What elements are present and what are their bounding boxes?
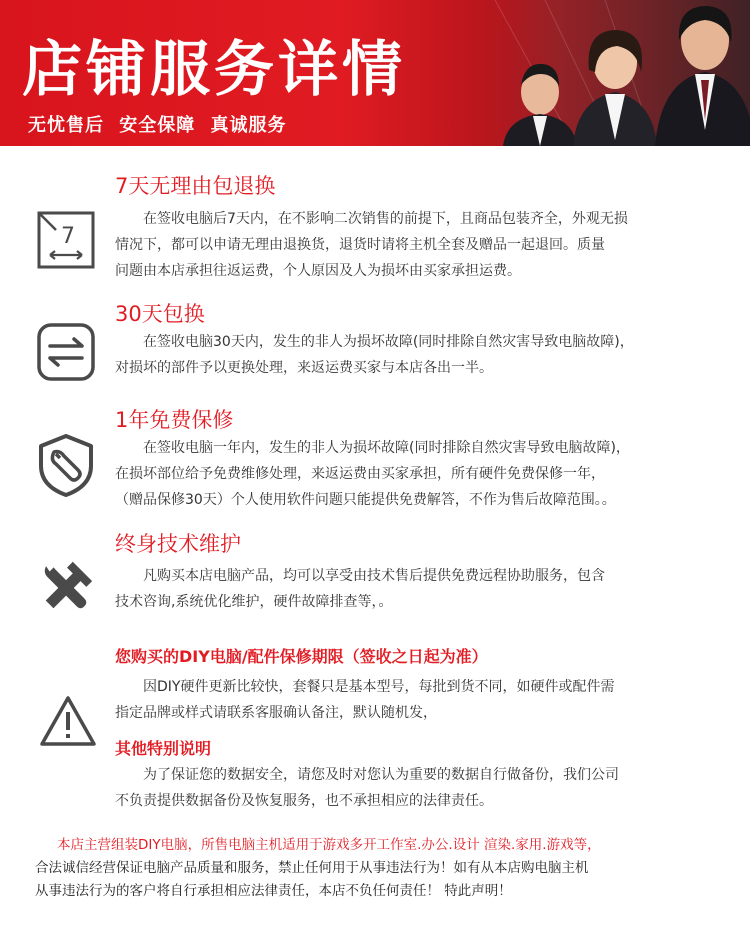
body-line: 情况下，都可以申请无理由退换货，退货时请将主机全套及赠品一起退回。质量 <box>115 237 605 253</box>
business-people-photo <box>455 0 750 146</box>
body-line: 因DIY硬件更新比较快，套餐只是基本型号，每批到货不同，如硬件或配件需 <box>143 679 615 695</box>
section-body-lifetime-support <box>115 563 715 615</box>
body-line: 指定品牌或样式请联系客服确认备注，默认随机发， <box>115 705 437 721</box>
footer-disclaimer <box>35 834 725 903</box>
section-body-30-day-exchange <box>115 329 715 381</box>
body-line: 在签收电脑后7天内，在不影响二次销售的前提下，且商品包装齐全，外观无损 <box>143 211 628 227</box>
body-line: 在损坏部位给予免费维修处理，来返运费由买家承担，所有硬件免费保修一年， <box>115 466 605 482</box>
body-line: 为了保证您的数据安全，请您及时对您认为重要的数据自行做备份，我们公司 <box>143 767 619 783</box>
section-title-7-day-return: 7天无理由包退换 <box>115 174 276 198</box>
section-title-other-notes: 其他特别说明 <box>115 739 212 758</box>
section-title-1-year-warranty: 1年免费保修 <box>115 408 234 432</box>
footer-line-2: 合法诚信经营保证电脑产品质量和服务，禁止任何用于从事违法行为！如有从本店购电脑主机 <box>35 860 589 876</box>
header-banner <box>0 0 750 146</box>
section-body-7-day-return <box>115 206 715 284</box>
seven-days-icon-number: 7 <box>61 224 75 249</box>
body-line: 对损坏的部件予以更换处理，来返运费买家与本店各出一半。 <box>115 360 493 376</box>
section-title-lifetime-support: 终身技术维护 <box>115 532 241 556</box>
footer-line-3: 从事违法行为的客户将自行承担相应法律责任，本店不负任何责任！ 特此声明！ <box>35 883 512 899</box>
page-subtitle: 无忧售后 安全保障 真诚服务 <box>28 115 287 136</box>
section-title-warranty-period: 您购买的DIY电脑/配件保修期限（签收之日起为准） <box>115 647 488 666</box>
body-line: 问题由本店承担往返运费，个人原因及人为损坏由买家承担运费。 <box>115 263 521 279</box>
footer-line-1: 本店主营组装DIY电脑，所售电脑主机适用于游戏多开工作室.办公.设计 渲染.家用.游戏等， <box>57 837 601 853</box>
body-line: （赠品保修30天）个人使用软件问题只能提供免费解答，不作为售后故障范围。。 <box>115 492 616 508</box>
body-line: 不负责提供数据备份及恢复服务，也不承担相应的法律责任。 <box>115 793 493 809</box>
body-line: 在签收电脑一年内，发生的非人为损坏故障(同时排除自然灾害导致电脑故障)， <box>143 440 630 456</box>
section-body-other-notes <box>115 762 715 814</box>
body-line: 技术咨询,系统优化维护，硬件故障排查等，。 <box>115 594 393 610</box>
body-line: 凡购买本店电脑产品，均可以享受由技术售后提供免费远程协助服务，包含 <box>143 568 605 584</box>
section-body-warranty-period <box>115 674 715 726</box>
section-body-1-year-warranty <box>115 435 715 513</box>
body-line: 在签收电脑30天内，发生的非人为损坏故障(同时排除自然灾害导致电脑故障)， <box>143 334 634 350</box>
section-title-30-day-exchange: 30天包换 <box>115 302 205 326</box>
page-title: 店铺服务详情 <box>22 35 406 105</box>
